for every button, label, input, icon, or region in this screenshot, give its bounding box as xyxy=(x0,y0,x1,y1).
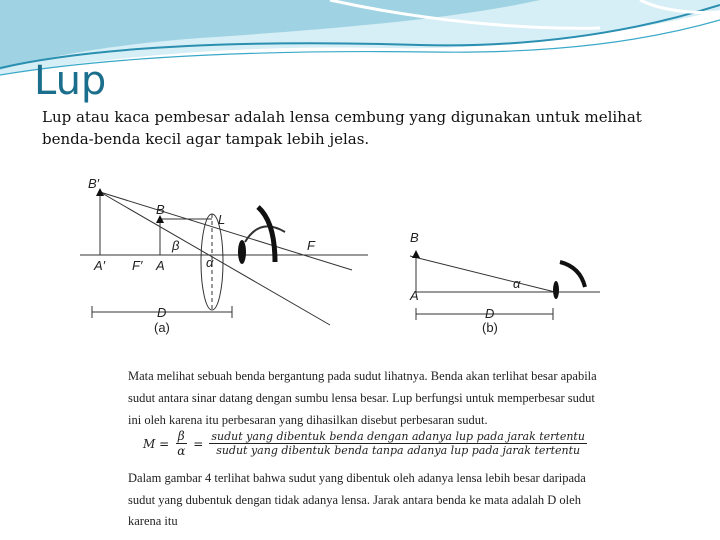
caption-a: (a) xyxy=(154,320,170,335)
intro-text: Lup atau kaca pembesar adalah lensa cembung yang digunakan untuk melihat benda-benda kecil agar tampak lebih jelas. xyxy=(42,108,642,148)
label-b-b: B xyxy=(410,230,419,245)
label-beta: β xyxy=(172,238,180,253)
label-alpha-a: α xyxy=(206,255,214,270)
label-b-prime: B′ xyxy=(88,176,100,191)
text-line: sudut yang dubentuk dengan tidak adanya lensa. Jarak antara benda ke mata adalah D oleh xyxy=(128,493,581,507)
text-line: ini oleh karena itu perbesaran yang dihasilkan disebut perbesaran sudut. xyxy=(128,413,488,427)
text-line: sudut antara sinar datang dengan sumbu lensa besar. Lup berfungsi untuk memperbesar sudut xyxy=(128,391,595,405)
slide-title: Lup xyxy=(34,58,107,104)
decorative-waves xyxy=(0,0,720,90)
magnifier-diagram xyxy=(80,162,605,338)
label-a-prime: A′ xyxy=(94,258,106,273)
explanation-image xyxy=(123,363,597,535)
label-a: A xyxy=(156,258,165,273)
text-line: Dalam gambar 4 terlihat bahwa sudut yang dibentuk oleh adanya lensa lebih besar daripada xyxy=(128,471,586,485)
formula-m: M xyxy=(143,436,156,451)
formula-eq: = xyxy=(159,436,170,451)
label-d-a: D xyxy=(157,305,167,320)
caption-b: (b) xyxy=(482,320,498,335)
text-line: karena itu xyxy=(128,514,178,528)
label-f-prime: F′ xyxy=(132,258,143,273)
label-a-b: A xyxy=(410,288,419,303)
formula-eq: = xyxy=(193,436,204,451)
label-f: F xyxy=(307,238,315,253)
formula-denominator: sudut yang dibentuk benda tanpa adanya lup pada jarak tertentu xyxy=(216,444,581,457)
formula-alpha: α xyxy=(177,444,186,458)
magnification-formula xyxy=(143,429,593,458)
label-l: L xyxy=(218,212,226,227)
label-b: B xyxy=(156,202,165,217)
text-line: Mata melihat sebuah benda bergantung pada sudut lihatnya. Benda akan terlihat besar apabila xyxy=(128,369,597,383)
label-alpha-b: α xyxy=(513,276,521,291)
label-d-b: D xyxy=(485,306,495,321)
formula-numerator: sudut yang dibentuk benda dengan adanya lup pada jarak tertentu xyxy=(211,430,585,443)
formula-beta: β xyxy=(177,429,185,443)
